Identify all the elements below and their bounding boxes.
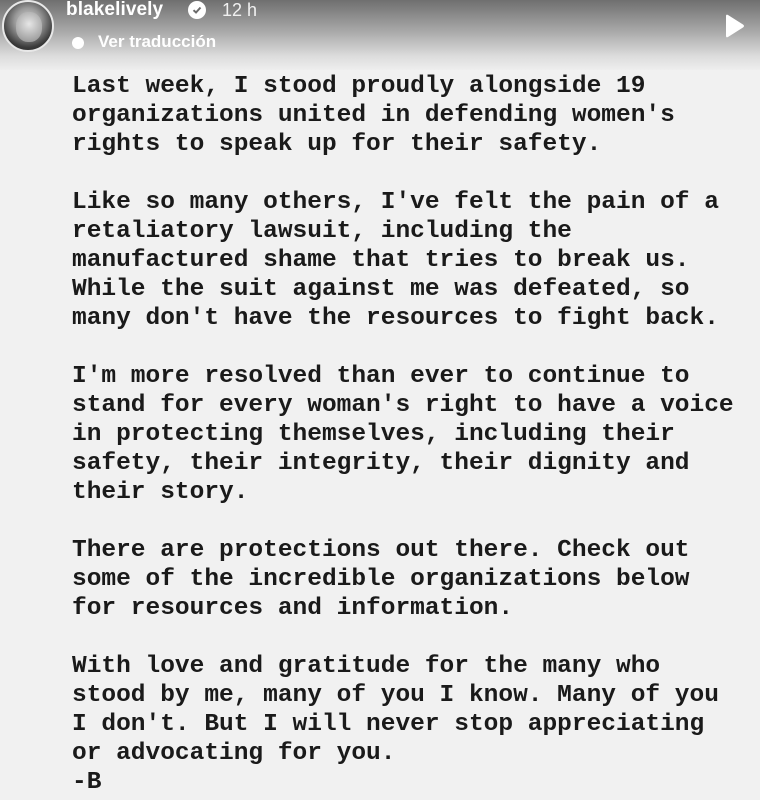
post-line: While the suit against me was defeated, so: [72, 276, 690, 303]
post-paragraph: [72, 72, 760, 159]
post-line: safety, their integrity, their dignity and: [72, 450, 690, 477]
post-line: Last week, I stood proudly alongside 19: [72, 73, 646, 100]
post-line: in protecting themselves, including their: [72, 421, 675, 448]
post-line: Like so many others, I've felt the pain of a: [72, 189, 719, 216]
post-line: stood by me, many of you I know. Many of you: [72, 682, 719, 709]
post-paragraph: [72, 362, 760, 507]
post-line: rights to speak up for their safety.: [72, 131, 602, 158]
post-line: manufactured shame that tries to break us.: [72, 247, 690, 274]
post-signature: -B: [72, 769, 102, 796]
post-line: for resources and information.: [72, 595, 514, 622]
post-line: I don't. But I will never stop appreciating: [72, 711, 705, 738]
translate-link[interactable]: Ver traducción: [98, 32, 217, 51]
post-paragraph: [72, 188, 760, 333]
post-line: With love and gratitude for the many who: [72, 653, 661, 680]
next-button[interactable]: [716, 8, 752, 44]
post-line: some of the incredible organizations below: [72, 566, 690, 593]
avatar[interactable]: [2, 0, 54, 52]
post-line: I'm more resolved than ever to continue to: [72, 363, 690, 390]
verified-badge-icon: [188, 1, 206, 19]
post-line: There are protections out there. Check out: [72, 537, 690, 564]
post-line: organizations united in defending women's: [72, 102, 675, 129]
post-line: their story.: [72, 479, 249, 506]
post-timestamp: 12 h: [222, 0, 258, 20]
post-paragraph: [72, 536, 760, 623]
play-icon: [722, 13, 746, 39]
username[interactable]: blakelively: [66, 0, 164, 20]
story-header: [0, 0, 760, 70]
post-line: many don't have the resources to fight back.: [72, 305, 719, 332]
post-paragraph: [72, 652, 760, 768]
translate-icon: [72, 37, 84, 49]
post-line: retaliatory lawsuit, including the: [72, 218, 572, 245]
post-line: or advocating for you.: [72, 740, 396, 767]
post-text: [72, 72, 760, 797]
post-line: stand for every woman's right to have a voice: [72, 392, 734, 419]
